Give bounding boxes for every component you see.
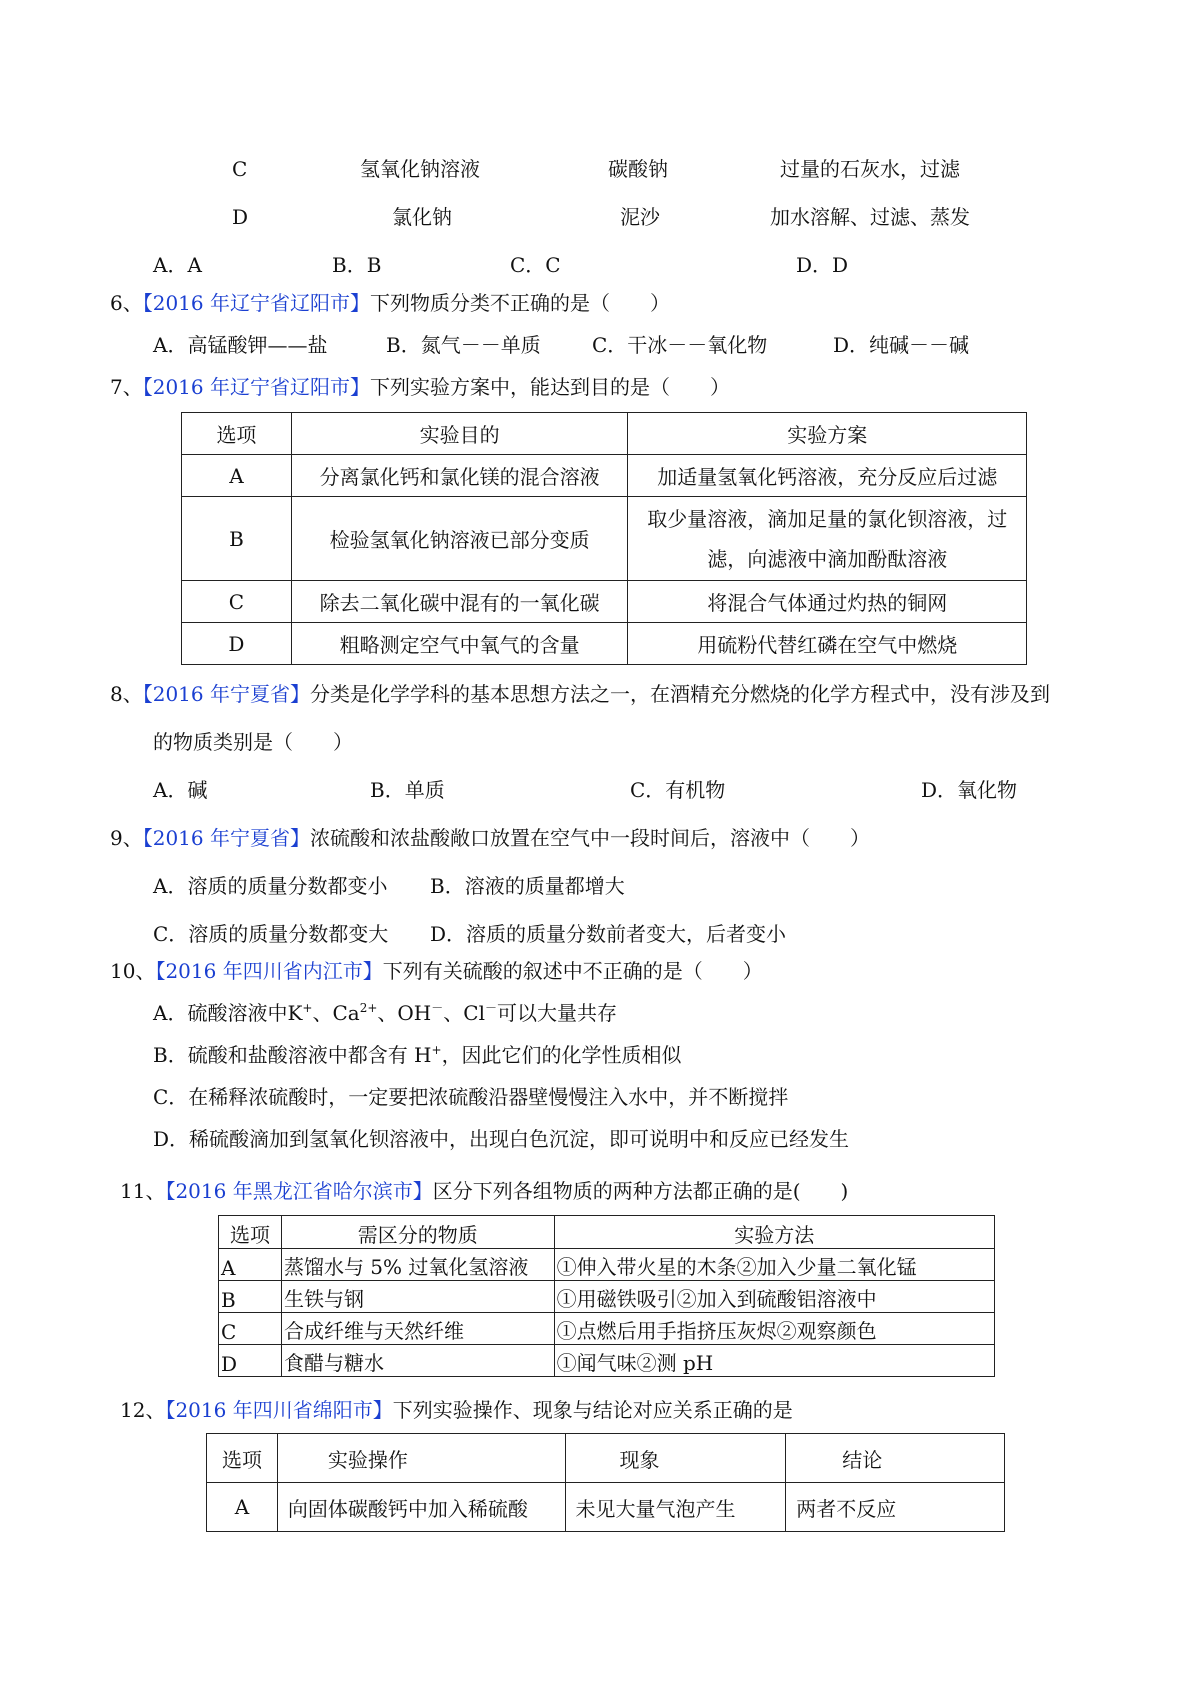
q6-choice-b: B．氮气－－单质 xyxy=(386,333,541,357)
ion-k-charge: + xyxy=(302,1001,313,1015)
question-source: 【2016 年黑龙江省哈尔滨市】 xyxy=(165,1179,433,1203)
row-option: C xyxy=(182,581,292,623)
q8-choice-a: A．碱 xyxy=(153,778,208,802)
question-number: 12、 xyxy=(120,1398,166,1422)
question-text: 下列物质分类不正确的是（ ） xyxy=(370,291,670,315)
q10-stem xyxy=(110,959,763,983)
table-row xyxy=(219,1313,995,1345)
q6-choice-d: D．纯碱－－碱 xyxy=(833,333,970,357)
question-number: 9、 xyxy=(110,826,143,850)
q5-choice-a: A．A xyxy=(153,253,202,277)
q10-choice-b xyxy=(153,1043,682,1067)
row-method: ①点燃后用手指挤压灰烬②观察颜色 xyxy=(554,1313,994,1345)
row-operation: 向固体碳酸钙中加入稀硫酸 xyxy=(277,1483,565,1532)
q5-row-c-substance: 氢氧化钠溶液 xyxy=(360,157,480,181)
question-source: 【2016 年四川省绵阳市】 xyxy=(165,1398,393,1422)
table-row xyxy=(219,1249,995,1281)
row-option: C xyxy=(219,1313,282,1345)
q5-row-d-substance: 氯化钠 xyxy=(392,205,452,229)
row-option: A xyxy=(182,455,292,497)
q5-row-c-impurity: 碳酸钠 xyxy=(608,157,668,181)
q5-row-d-impurity: 泥沙 xyxy=(620,205,660,229)
row-goal: 分离氯化钙和氯化镁的混合溶液 xyxy=(291,455,628,497)
question-source: 【2016 年宁夏省】 xyxy=(142,826,310,850)
question-number: 10、 xyxy=(110,959,156,983)
header-operation: 实验操作 xyxy=(277,1434,565,1483)
row-items: 生铁与钢 xyxy=(281,1281,554,1313)
question-number: 11、 xyxy=(120,1179,166,1203)
question-source: 【2016 年辽宁省辽阳市】 xyxy=(142,291,370,315)
header-goal: 实验目的 xyxy=(291,413,628,455)
question-text: 下列有关硫酸的叙述中不正确的是（ ） xyxy=(382,959,763,983)
q9-stem xyxy=(110,826,870,850)
question-source: 【2016 年辽宁省辽阳市】 xyxy=(142,375,370,399)
row-goal: 粗略测定空气中氧气的含量 xyxy=(291,623,628,665)
row-conclusion: 两者不反应 xyxy=(786,1483,1005,1532)
row-method: ①用磁铁吸引②加入到硫酸铝溶液中 xyxy=(554,1281,994,1313)
row-plan: 将混合气体通过灼热的铜网 xyxy=(628,581,1027,623)
q9-choice-d: D．溶质的质量分数前者变大，后者变小 xyxy=(430,922,787,946)
q6-choice-c: C．干冰－－氧化物 xyxy=(592,333,768,357)
q11-table xyxy=(218,1215,995,1377)
row-items: 合成纤维与天然纤维 xyxy=(281,1313,554,1345)
row-method: ①伸入带火星的木条②加入少量二氧化锰 xyxy=(554,1249,994,1281)
q10-choice-d: D．稀硫酸滴加到氢氧化钡溶液中，出现白色沉淀，即可说明中和反应已经发生 xyxy=(153,1127,850,1151)
header-option: 选项 xyxy=(182,413,292,455)
header-method: 实验方法 xyxy=(554,1216,994,1249)
header-conclusion: 结论 xyxy=(786,1434,1005,1483)
row-option: B xyxy=(182,497,292,581)
table-row xyxy=(219,1281,995,1313)
question-source: 【2016 年宁夏省】 xyxy=(142,682,310,706)
table-row xyxy=(207,1483,1005,1532)
q12-table xyxy=(206,1433,1005,1532)
table-row xyxy=(182,455,1027,497)
q8-choice-b: B．单质 xyxy=(370,778,445,802)
q6-stem xyxy=(110,291,670,315)
ion-oh-charge: － xyxy=(431,1001,444,1015)
q8-choice-d: D．氧化物 xyxy=(921,778,1018,802)
choice-a-prefix: A．硫酸溶液中 xyxy=(153,1001,288,1025)
header-phenomenon: 现象 xyxy=(565,1434,786,1483)
row-items: 蒸馏水与 5% 过氧化氢溶液 xyxy=(281,1249,554,1281)
row-items: 食醋与糖水 xyxy=(281,1345,554,1377)
row-plan: 加适量氢氧化钙溶液，充分反应后过滤 xyxy=(628,455,1027,497)
q5-row-c-opt: C xyxy=(232,157,248,181)
q8-stem xyxy=(110,682,1050,706)
header-items: 需区分的物质 xyxy=(281,1216,554,1249)
question-text: 浓硫酸和浓盐酸敞口放置在空气中一段时间后，溶液中（ ） xyxy=(310,826,870,850)
header-option: 选项 xyxy=(207,1434,278,1483)
ion-k: K xyxy=(287,1001,303,1025)
row-plan xyxy=(628,497,1027,581)
question-number: 6、 xyxy=(110,291,143,315)
row-option: D xyxy=(182,623,292,665)
row-plan: 用硫粉代替红磷在空气中燃烧 xyxy=(628,623,1027,665)
q11-stem xyxy=(120,1179,848,1203)
q9-choice-b: B．溶液的质量都增大 xyxy=(430,874,625,898)
row-plan-line-1: 取少量溶液，滴加足量的氯化钡溶液，过 xyxy=(647,506,1008,531)
row-method: ①闻气味②测 pH xyxy=(554,1345,994,1377)
q5-row-d-method: 加水溶解、过滤、蒸发 xyxy=(770,205,970,229)
question-number: 8、 xyxy=(110,682,143,706)
row-option: A xyxy=(207,1483,278,1532)
q5-choice-b: B．B xyxy=(332,253,382,277)
table-header-row xyxy=(219,1216,995,1249)
question-text: 下列实验操作、现象与结论对应关系正确的是 xyxy=(392,1398,793,1422)
row-option: D xyxy=(219,1345,282,1377)
ion-cl: 、Cl xyxy=(443,1001,485,1025)
q10-choice-a xyxy=(153,1001,617,1025)
ion-oh: 、OH xyxy=(377,1001,432,1025)
q9-choice-c: C．溶质的质量分数都变大 xyxy=(153,922,389,946)
row-goal: 除去二氧化碳中混有的一氧化碳 xyxy=(291,581,628,623)
q7-table xyxy=(181,412,1027,665)
q5-row-d-opt: D xyxy=(232,205,249,229)
ion-ca-charge: 2+ xyxy=(359,1001,378,1015)
choice-b-prefix: B．硫酸和盐酸溶液中都含有 H xyxy=(153,1043,432,1067)
row-option: A xyxy=(219,1249,282,1281)
row-goal: 检验氢氧化钠溶液已部分变质 xyxy=(291,497,628,581)
q9-choice-a: A．溶质的质量分数都变小 xyxy=(153,874,388,898)
header-plan: 实验方案 xyxy=(628,413,1027,455)
row-option: B xyxy=(219,1281,282,1313)
question-text: 下列实验方案中，能达到目的是（ ） xyxy=(370,375,730,399)
question-text: 区分下列各组物质的两种方法都正确的是( ) xyxy=(432,1179,849,1203)
choice-b-suffix: ，因此它们的化学性质相似 xyxy=(441,1043,682,1067)
ion-cl-charge: － xyxy=(484,1001,497,1015)
table-row xyxy=(182,497,1027,581)
ion-ca: 、Ca xyxy=(312,1001,360,1025)
question-number: 7、 xyxy=(110,375,143,399)
q6-choice-a: A．高锰酸钾——盐 xyxy=(153,333,328,357)
row-plan-line-2: 滤，向滤液中滴加酚酞溶液 xyxy=(707,546,948,571)
table-header-row xyxy=(207,1434,1005,1483)
q5-row-c-method: 过量的石灰水，过滤 xyxy=(780,157,960,181)
q8-choice-c: C．有机物 xyxy=(630,778,726,802)
q7-stem xyxy=(110,375,730,399)
q5-choice-c: C．C xyxy=(510,253,561,277)
q10-choice-c: C．在稀释浓硫酸时，一定要把浓硫酸沿器壁慢慢注入水中，并不断搅拌 xyxy=(153,1085,789,1109)
table-row xyxy=(182,581,1027,623)
table-row xyxy=(182,623,1027,665)
choice-a-suffix: 可以大量共存 xyxy=(496,1001,617,1025)
table-row xyxy=(219,1345,995,1377)
question-text: 分类是化学学科的基本思想方法之一，在酒精充分燃烧的化学方程式中，没有涉及到 xyxy=(310,682,1050,706)
q8-stem-line-2: 的物质类别是（ ） xyxy=(153,730,353,754)
table-header-row xyxy=(182,413,1027,455)
q5-choice-d: D．D xyxy=(796,253,849,277)
question-source: 【2016 年四川省内江市】 xyxy=(155,959,383,983)
ion-h-charge: + xyxy=(431,1043,442,1057)
row-phenomenon: 未见大量气泡产生 xyxy=(565,1483,786,1532)
header-option: 选项 xyxy=(219,1216,282,1249)
q12-stem xyxy=(120,1398,793,1422)
